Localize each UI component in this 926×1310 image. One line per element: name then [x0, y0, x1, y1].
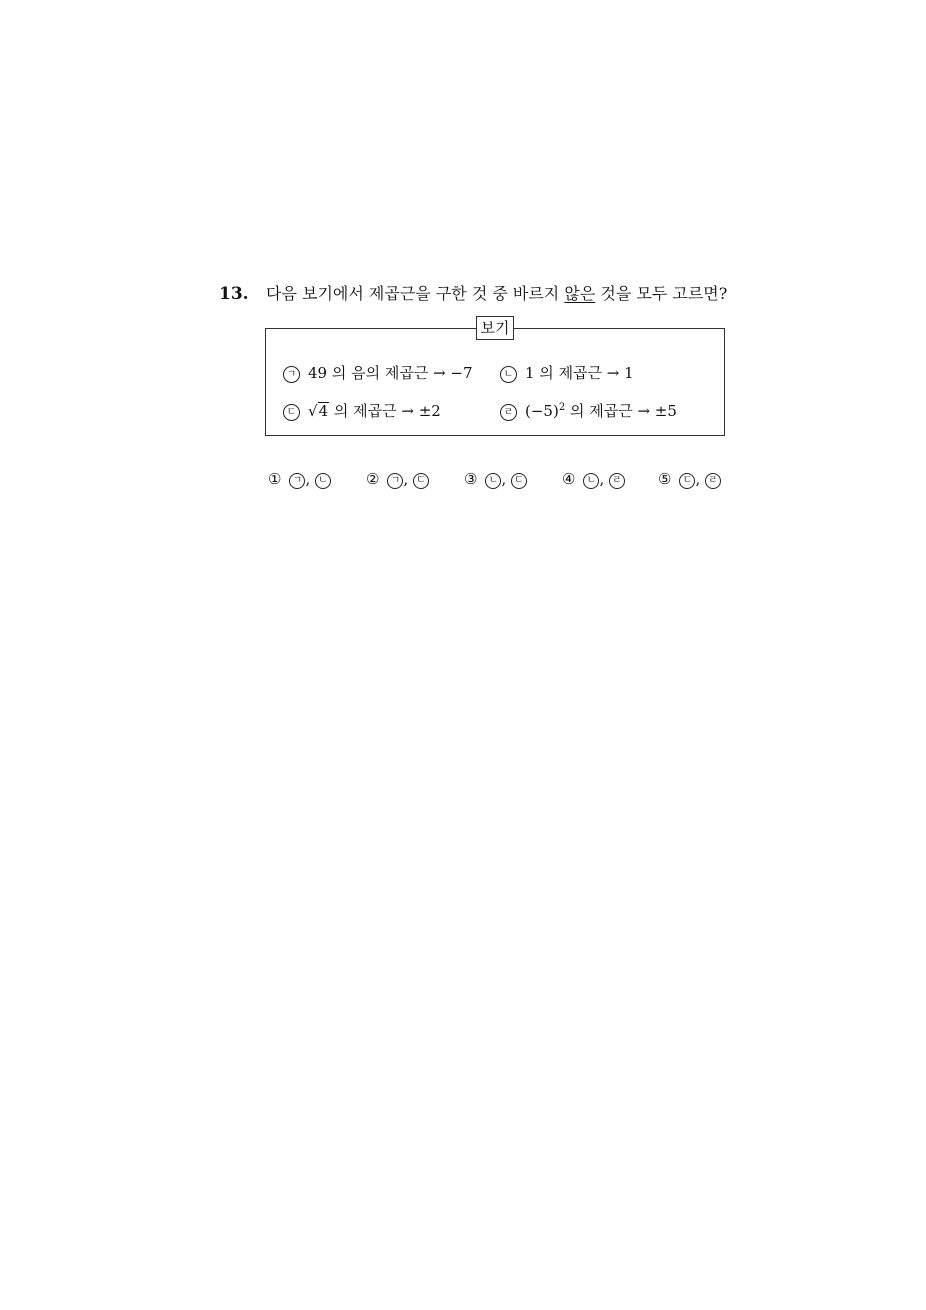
choice-separator: ,	[305, 470, 311, 488]
circled-letter-mark: ㄹ	[705, 473, 721, 489]
bogi-item-nieun	[500, 362, 634, 384]
choice-4[interactable]	[562, 468, 625, 490]
question-text-after: 것을 모두 고르면?	[595, 284, 728, 303]
circled-letter-mark: ㄴ	[315, 473, 331, 489]
bogi-item-text: 1 의 제곱근 → 1	[525, 364, 634, 382]
bogi-title: 보기	[476, 316, 514, 340]
question-text-underlined: 않은	[564, 284, 596, 303]
choice-2[interactable]	[366, 468, 429, 490]
sqrt-sign: √	[308, 402, 318, 420]
bogi-item-rieul	[500, 400, 677, 422]
bogi-item-text: 49 의 음의 제곱근 → −7	[308, 364, 473, 382]
bogi-item-text: 의 제곱근 → ±5	[565, 402, 677, 420]
circled-letter-mark: ㄱ	[289, 473, 305, 489]
choice-number: ③	[464, 470, 478, 488]
square-root	[308, 400, 329, 422]
choice-number: ④	[562, 470, 576, 488]
circled-letter-mark: ㄷ	[679, 473, 695, 489]
choice-separator: ,	[695, 470, 701, 488]
circled-letter-mark: ㄱ	[387, 473, 403, 489]
bogi-item-giyeok	[283, 362, 473, 384]
choice-5[interactable]	[658, 468, 721, 490]
choice-3[interactable]	[464, 468, 527, 490]
answer-choices	[268, 468, 728, 492]
question-text	[266, 282, 727, 306]
bogi-item-digeut	[283, 400, 441, 422]
power-exponent: 2	[558, 402, 566, 413]
choice-separator: ,	[501, 470, 507, 488]
choice-separator: ,	[599, 470, 605, 488]
circled-letter-mark: ㄴ	[583, 473, 599, 489]
bogi-item-text: 의 제곱근 → ±2	[329, 402, 441, 420]
choice-separator: ,	[403, 470, 409, 488]
circled-letter-mark: ㄴ	[485, 473, 501, 489]
circled-nieun-mark: ㄴ	[500, 366, 517, 383]
circled-letter-mark: ㄷ	[413, 473, 429, 489]
circled-letter-mark: ㄹ	[609, 473, 625, 489]
power-base: (−5)	[525, 402, 559, 420]
choice-number: ①	[268, 470, 282, 488]
circled-rieul-mark: ㄹ	[500, 404, 517, 421]
sqrt-radicand: 4	[318, 402, 329, 420]
circled-giyeok-mark: ㄱ	[283, 366, 300, 383]
choice-1[interactable]	[268, 468, 331, 490]
circled-letter-mark: ㄷ	[511, 473, 527, 489]
choice-number: ②	[366, 470, 380, 488]
choice-number: ⑤	[658, 470, 672, 488]
question-text-before: 다음 보기에서 제곱근을 구한 것 중 바르지	[266, 284, 565, 303]
circled-digeut-mark: ㄷ	[283, 404, 300, 421]
question-number: 13.	[219, 284, 249, 304]
question	[219, 282, 739, 310]
